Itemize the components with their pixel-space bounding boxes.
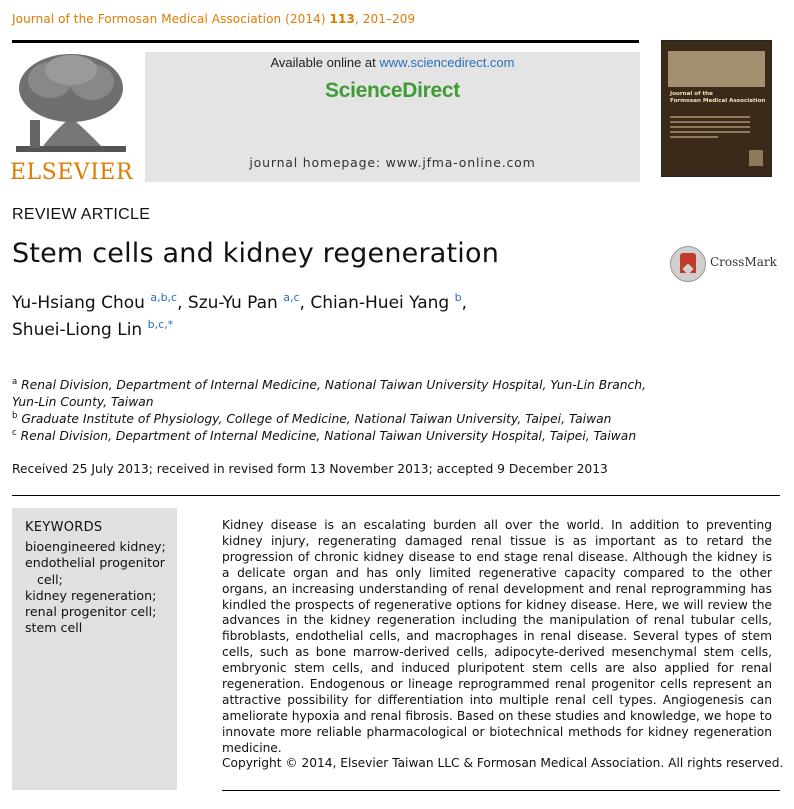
divider: [12, 495, 780, 496]
crossmark-button[interactable]: [670, 246, 790, 282]
sciencedirect-banner: [145, 52, 640, 182]
received-dates: Received 25 July 2013; received in revised form 13 November 2013; accepted 9 December 2013: [12, 462, 608, 476]
cover-map-image: [668, 51, 765, 87]
cover-elsevier-icon: [749, 150, 763, 166]
abstract-text: Kidney disease is an escalating burden all over the world. In addition to preventing kidney injury, regenerating damaged renal tissue is as important as to retard the progression of chronic kidney disease to end stage renal disease. Although the kidney is a delicate organ and has only limited regenerative capacity compared to the other organs, an increasing understanding of renal development and renal reprogramming has kindled the prospects of regenerative options for kidney disease. Here, we will review the advances in the kidney regeneration including the manipulation of renal tubular cells, fibroblasts, endothelial cells, and macrophages in renal disease. Several types of stem cells, such as bone marrow-derived cells, adipocyte-derived mesenchymal stem cells, embryonic stem cells, and induced pluripotent stem cells are also applied for renal regeneration. Endogenous or lineage reprogrammed renal progenitor cells represent an attractive possibility for differentiation into multiple renal cell types. Angiogenesis can ameliorate hypoxia and renal fibrosis. Based on these studies and knowledge, we hope to innovate more reliable pharmacological or biotechnical methods for kidney regeneration medicine.: [222, 518, 772, 755]
crossmark-icon: [670, 246, 706, 282]
copyright: Copyright © 2014, Elsevier Taiwan LLC & Formosan Medical Association. All rights reserved.: [222, 756, 784, 770]
available-text: Available online at: [270, 55, 380, 70]
journal-citation-text: Journal of the Formosan Medical Association (2014): [12, 12, 330, 26]
affiliation: $^b$ Graduate Institute of Physiology, College of Medicine, National Taiwan University, Taipei, Taiwan: [12, 411, 612, 426]
author: Chian-Huei Yang $^b$,: [310, 291, 467, 313]
author: Szu-Yu Pan $^{a,c}$,: [187, 291, 311, 313]
sciencedirect-logo[interactable]: ScienceDirect: [324, 79, 460, 102]
crossmark-label: CrossMark: [710, 255, 777, 269]
author-affiliation-link[interactable]: a,b,c: [150, 291, 178, 304]
cover-title: Journal of the Formosan Medical Association: [670, 91, 766, 104]
author-affiliation-link[interactable]: b,c,*: [147, 318, 174, 331]
keywords-list: [25, 539, 175, 637]
keywords-box: [12, 508, 177, 790]
journal-citation: [12, 12, 415, 26]
journal-cover[interactable]: [661, 40, 772, 177]
available-online: [145, 55, 640, 70]
journal-volume: 113: [329, 12, 355, 26]
article-title: Stem cells and kidney regeneration: [12, 238, 500, 269]
keywords-heading: KEYWORDS: [25, 520, 103, 535]
divider: [222, 790, 780, 791]
affiliations: [12, 377, 662, 445]
article-type: REVIEW ARTICLE: [12, 206, 151, 223]
journal-pages: , 201–209: [354, 12, 416, 26]
tree-icon: [10, 50, 132, 158]
journal-homepage[interactable]: journal homepage: www.jfma-online.com: [249, 155, 536, 170]
keyword[interactable]: endothelial progenitor cell;: [25, 555, 165, 587]
elsevier-logo[interactable]: [10, 50, 132, 185]
top-rule: [12, 40, 639, 43]
author-list: [12, 290, 632, 344]
author: Yu-Hsiang Chou $^{a,b,c}$,: [12, 291, 188, 313]
affiliation: $^a$ Renal Division, Department of Internal Medicine, National Taiwan University Hospital, Yun-Lin Branch, Yun-Lin County, Taiwan: [12, 377, 646, 409]
keyword[interactable]: renal progenitor cell;: [25, 604, 157, 620]
affiliation: $^c$ Renal Division, Department of Internal Medicine, National Taiwan University Hospital, Taipei, Taiwan: [12, 428, 637, 443]
keyword[interactable]: kidney regeneration;: [25, 587, 157, 603]
sciencedirect-link[interactable]: www.sciencedirect.com: [379, 55, 515, 70]
cover-text-lines: [670, 116, 750, 141]
elsevier-wordmark: ELSEVIER: [10, 160, 134, 185]
author-affiliation-link[interactable]: a,c: [283, 291, 300, 304]
keyword[interactable]: stem cell: [25, 620, 83, 636]
author: Shuei-Liong Lin $^{b,c,*}$: [12, 318, 174, 340]
keyword[interactable]: bioengineered kidney;: [25, 539, 166, 554]
author-affiliation-link[interactable]: b: [454, 291, 462, 304]
